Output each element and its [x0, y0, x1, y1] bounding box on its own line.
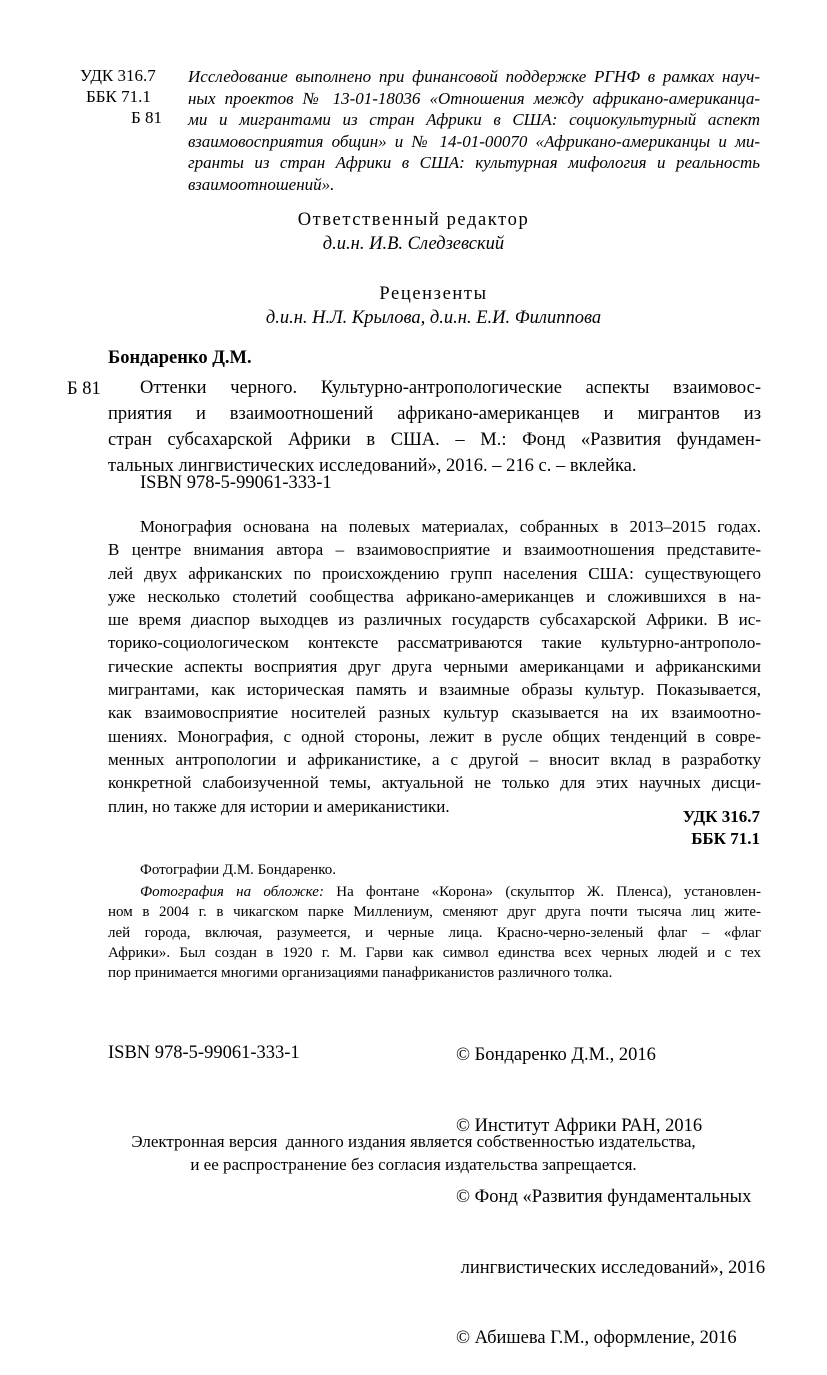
cover-line-rest: На фонтане «Корона» (скульптор Ж. Пленса), установлен- — [323, 884, 762, 900]
title-line: Оттенки черного. Культурно-антропологические аспекты взаимовос- — [140, 378, 761, 398]
editor-heading: Ответственный редактор — [297, 210, 530, 230]
funding-line: ми и мигрантами из стран Африки в США: социокультурный аспект — [188, 110, 760, 130]
abstract-line: как взаимовосприятие носителей разных культур сказывается на их взаимоотно- — [108, 703, 761, 723]
reviewers-names: д.и.н. Н.Л. Крылова, д.и.н. Е.И. Филиппова — [265, 308, 602, 328]
isbn-bottom: ISBN 978-5-99061-333-1 — [108, 1043, 300, 1063]
funding-line: ных проектов № 13-01-18036 «Отношения между африкано-американца- — [188, 88, 760, 108]
abstract-line: Монография основана на полевых материалах, собранных в 2013–2015 годах. — [140, 517, 761, 536]
author-name: Бондаренко Д.М. — [108, 348, 252, 368]
funding-note — [188, 66, 760, 196]
notice-line: и ее распространение без согласия издательства запрещается. — [190, 1155, 637, 1174]
abstract-line: гические аспекты восприятия друг друга черными американцами и африканскими — [108, 656, 761, 676]
title-line: стран субсахарской Африки в США. – М.: Фонд «Развития фундамен- — [108, 430, 761, 450]
abstract-line: лей двух африканских по происхождению групп населения США: существующего — [108, 563, 761, 583]
abstract-line: ше время диаспор выходцев из различных государств субсахарской Африки. В ис- — [108, 610, 761, 630]
book-code: Б 81 — [67, 379, 101, 399]
cover-line: ном в 2004 г. в чикагском парке Миллениум, сменяют друг друга почти тысяча лиц жите- — [108, 904, 761, 921]
copyright-line: © Институт Африки РАН, 2016 — [456, 1115, 703, 1136]
notice-line: Электронная версия данного издания является собственностью издательства, — [131, 1132, 696, 1151]
udk-top: УДК 316.7 — [80, 66, 156, 85]
abstract — [108, 515, 761, 818]
title-line: тальных лингвистических исследований», 2016. – 216 с. – вклейка. — [108, 456, 637, 476]
copyright-line: © Абишева Г.М., оформление, 2016 — [456, 1328, 737, 1349]
funding-line: Исследование выполнено при финансовой поддержке РГНФ в рамках науч- — [188, 67, 760, 86]
abstract-line: мигрантами, как историческая память и взаимные образы культур. Показывается, — [108, 680, 761, 700]
funding-line: взаимовосприятия общин» и № 14-01-00070 «Африкано-американцы и ми- — [188, 131, 760, 151]
abstract-line: конкретной слабоизученной темы, актуальной не только для этих научных дисци- — [108, 773, 761, 793]
copyrights — [456, 997, 765, 1375]
funding-line: взаимоотношений». — [188, 174, 335, 194]
title-line: приятия и взаимоотношений африкано-американцев и мигрантов из — [108, 404, 761, 424]
cover-note — [108, 882, 761, 983]
code-top: Б 81 — [131, 108, 163, 127]
funding-line: гранты из стран Африки в США: культурная мифология и реальность — [188, 153, 760, 173]
udk-bottom: УДК 316.7 — [682, 807, 760, 826]
abstract-line: торико-социологическом контексте рассматриваются такие культурно-антрополо- — [108, 633, 761, 653]
book-title — [108, 375, 761, 479]
abstract-line: В центре внимания автора – взаимовосприятие и взаимоотношения представите- — [108, 540, 761, 560]
bbk-top: ББК 71.1 — [86, 87, 151, 106]
cover-line: лей города, включая, разумеется, и черные лица. Красно-черно-зеленый флаг – «флаг — [108, 924, 761, 941]
editor-name: д.и.н. И.В. Следзевский — [322, 234, 505, 254]
cover-line — [108, 882, 761, 902]
book-isbn: ISBN 978-5-99061-333-1 — [140, 473, 332, 493]
reviewers-heading: Рецензенты — [379, 284, 488, 304]
abstract-line: плин, но также для истории и американистики. — [108, 796, 450, 816]
copyright-line: © Бондаренко Д.М., 2016 — [456, 1045, 656, 1066]
abstract-line: уже несколько столетий сообщества африкано-американцев и сложившихся в на- — [108, 586, 761, 606]
abstract-line: шениях. Монография, с одной стороны, лежит в русле общих тенденций в совре- — [108, 726, 761, 746]
cover-line: пор принимается многими организациями панафриканистов различного толка. — [108, 965, 613, 982]
copyright-line: лингвистических исследований», 2016 — [456, 1257, 766, 1278]
cover-label: Фотография на обложке: — [140, 884, 324, 900]
photo-credit: Фотографии Д.М. Бондаренко. — [140, 862, 337, 878]
copyright-line: © Фонд «Развития фундаментальных — [456, 1186, 752, 1207]
abstract-line: менных антропологии и африканистике, а с другой – вносит вклад в разработку — [108, 749, 761, 769]
bbk-bottom: ББК 71.1 — [691, 829, 760, 848]
cover-line: Африки». Был создан в 1920 г. М. Гарви как символ единства всех черных людей и с тех — [108, 944, 761, 961]
